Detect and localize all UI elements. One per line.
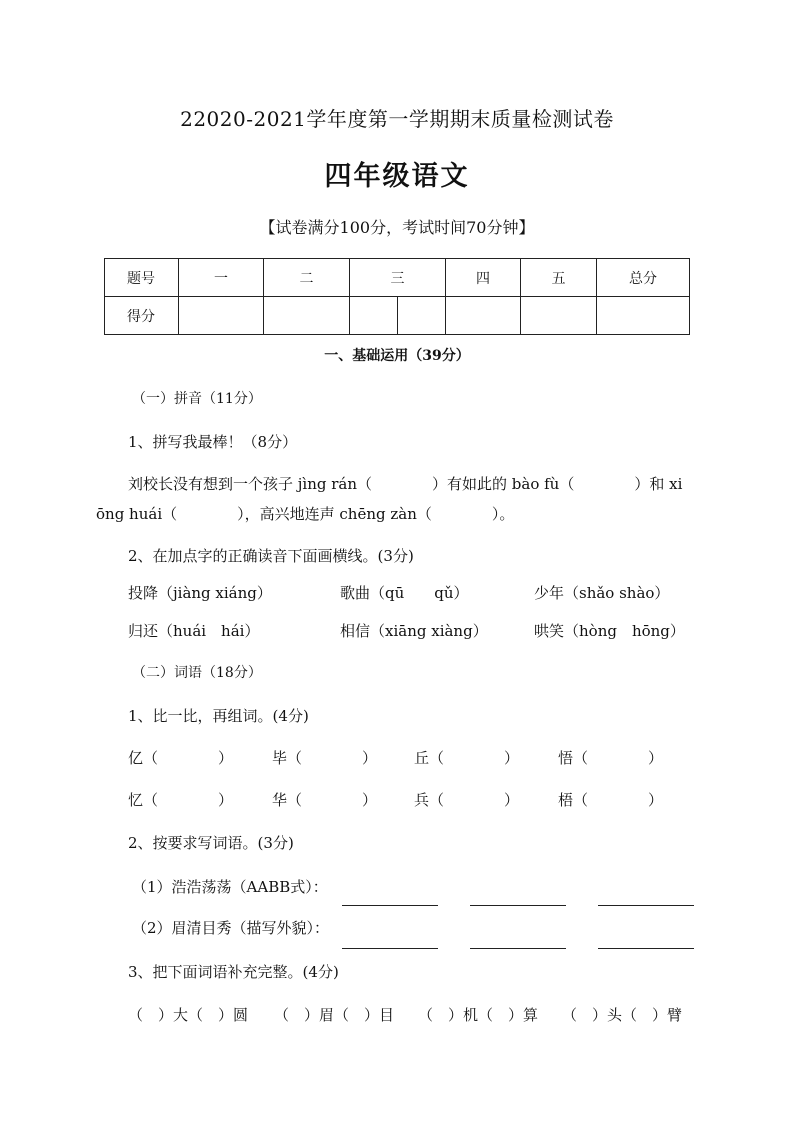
answer-blank[interactable] bbox=[342, 947, 438, 949]
score-cell-empty[interactable] bbox=[597, 297, 690, 335]
idiom-item: （ ）大（ ）圆 bbox=[128, 1006, 249, 1024]
score-cell-empty[interactable] bbox=[398, 297, 446, 335]
reading-item: 哄笑（hòng hōng） bbox=[534, 622, 685, 640]
question-title: 3、把下面词语补充完整。(4分) bbox=[128, 963, 339, 981]
idiom-item: （ ）头（ ）臂 bbox=[562, 1006, 683, 1024]
score-cell-header: 二 bbox=[264, 259, 350, 297]
idiom-item: （ ）机（ ）算 bbox=[418, 1006, 539, 1024]
compare-item: 梧（ ） bbox=[558, 791, 664, 809]
reading-item: 归还（huái hái） bbox=[128, 622, 260, 640]
compare-item: 兵（ ） bbox=[414, 791, 520, 809]
score-row-label: 得分 bbox=[105, 297, 179, 335]
score-cell-empty[interactable] bbox=[179, 297, 264, 335]
answer-blank[interactable] bbox=[598, 947, 694, 949]
score-cell-header: 五 bbox=[521, 259, 597, 297]
section-title: 一、基础运用（39分） bbox=[324, 348, 470, 364]
score-cell-empty[interactable] bbox=[350, 297, 398, 335]
answer-blank[interactable] bbox=[598, 904, 694, 906]
exam-title: 22020-2021学年度第一学期期末质量检测试卷 bbox=[180, 107, 614, 131]
score-cell-header: 一 bbox=[179, 259, 264, 297]
subject-title: 四年级语文 bbox=[324, 161, 470, 192]
question-title: 2、按要求写词语。(3分) bbox=[128, 834, 294, 852]
compare-item: 亿（ ） bbox=[128, 749, 234, 767]
score-cell-empty[interactable] bbox=[446, 297, 521, 335]
reading-item: 相信（xiāng xiàng） bbox=[340, 622, 488, 640]
part-title: （二）词语（18分） bbox=[132, 665, 262, 681]
compare-item: 华（ ） bbox=[272, 791, 378, 809]
answer-blank[interactable] bbox=[470, 947, 566, 949]
question-title: 2、在加点字的正确读音下面画横线。(3分) bbox=[128, 547, 414, 565]
score-table-score-row bbox=[105, 297, 690, 335]
score-table bbox=[104, 258, 690, 335]
compare-item: 丘（ ） bbox=[414, 749, 520, 767]
score-cell-empty[interactable] bbox=[264, 297, 350, 335]
reading-item: 少年（shǎo shào） bbox=[534, 584, 670, 602]
part-title: （一）拼音（11分） bbox=[132, 391, 262, 407]
reading-item: 歌曲（qū qǔ） bbox=[340, 584, 469, 602]
compare-item: 悟（ ） bbox=[558, 749, 664, 767]
score-cell-header: 三 bbox=[350, 259, 446, 297]
idiom-item: （ ）眉（ ）目 bbox=[274, 1006, 395, 1024]
exam-note: 【试卷满分100分，考试时间70分钟】 bbox=[259, 218, 535, 237]
score-table-header-row bbox=[105, 259, 690, 297]
compare-item: 忆（ ） bbox=[128, 791, 234, 809]
question-text-line: 刘校长没有想到一个孩子 jìng rán（ ）有如此的 bào fù（ ）和 xi bbox=[128, 475, 683, 493]
compare-item: 毕（ ） bbox=[272, 749, 378, 767]
write-words-prompt: （2）眉清目秀（描写外貌）： bbox=[132, 919, 330, 937]
question-title: 1、比一比，再组词。(4分) bbox=[128, 707, 309, 725]
score-cell-empty[interactable] bbox=[521, 297, 597, 335]
score-cell-header: 四 bbox=[446, 259, 521, 297]
score-cell-header: 总分 bbox=[597, 259, 690, 297]
write-words-prompt: （1）浩浩荡荡（AABB式）： bbox=[132, 878, 328, 896]
question-text-line: ōng huái（ ），高兴地连声 chēng zàn（ ）。 bbox=[96, 505, 515, 523]
question-title: 1、拼写我最棒！（8分） bbox=[128, 433, 298, 451]
answer-blank[interactable] bbox=[470, 904, 566, 906]
score-cell-header: 题号 bbox=[105, 259, 179, 297]
answer-blank[interactable] bbox=[342, 904, 438, 906]
reading-item: 投降（jiàng xiáng） bbox=[128, 584, 272, 602]
